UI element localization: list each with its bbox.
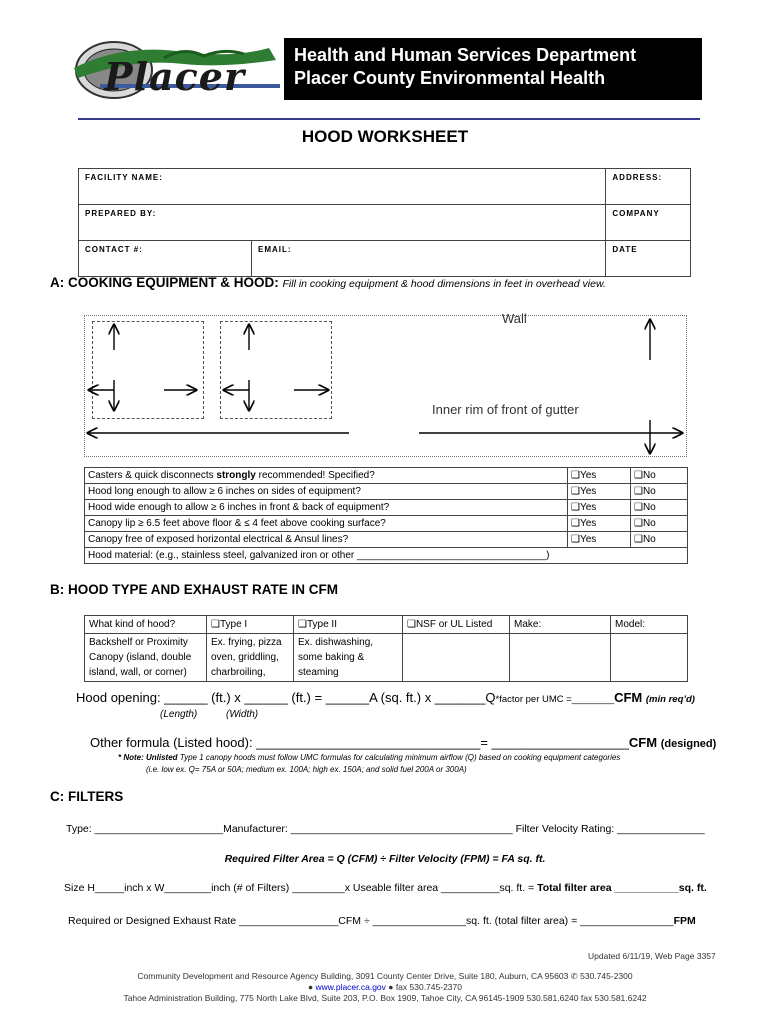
checklist-row: [85, 548, 688, 564]
section-a-note: Fill in cooking equipment & hood dimensions in feet in overhead view.: [282, 278, 606, 290]
facility-name-field[interactable]: FACILITY NAME:: [79, 169, 606, 205]
nsf-cell: [403, 634, 510, 682]
hood-type-table: [84, 615, 688, 682]
no-checkbox[interactable]: ❑No: [631, 516, 688, 532]
dimension-arrows: [84, 315, 687, 457]
company-field[interactable]: COMPANY: [606, 205, 691, 241]
updated-note: Updated 6/11/19, Web Page 3357: [588, 951, 716, 961]
footer-web: [0, 982, 770, 992]
page-title: HOOD WORKSHEET: [301, 127, 469, 146]
checklist-question: Canopy free of exposed horizontal electrical & Ansul lines?: [85, 532, 568, 548]
other-formula[interactable]: Other formula (Listed hood): _______________________________= ___________________CFM (designed): [90, 735, 717, 750]
email-field[interactable]: EMAIL:: [252, 241, 606, 277]
hood-material-field[interactable]: Hood material: (e.g., stainless steel, galvanized iron or other __________________________________): [85, 548, 688, 564]
section-a-heading: [50, 275, 606, 290]
required-filter-formula: Required Filter Area = Q (CFM) ÷ Filter Velocity (FPM) = FA sq. ft.: [224, 853, 546, 865]
hood-kind-desc: Backshelf or Proximity Canopy (island, double island, wall, or corner): [85, 634, 207, 682]
bullet-icon: ●: [388, 982, 394, 992]
checklist-row: [85, 500, 688, 516]
footer-fax: fax 530.745-2370: [395, 982, 462, 992]
nsf-ul-checkbox[interactable]: ❑NSF or UL Listed: [403, 616, 510, 634]
model-field[interactable]: Model:: [611, 616, 688, 634]
facility-info-table: [78, 168, 691, 277]
division-name: Placer County Environmental Health: [294, 68, 606, 88]
placer-wordmark: Placer: [104, 54, 245, 99]
footer-address-auburn: Community Development and Resource Agency Building, 3091 County Center Drive, Suite 180, Auburn, CA 95603 ✆ 530.745-2300: [137, 971, 633, 981]
no-checkbox[interactable]: ❑No: [631, 484, 688, 500]
header-divider: [78, 118, 700, 120]
wall-label: Wall: [502, 311, 527, 326]
filter-size-line[interactable]: Size H_____inch x W________inch (# of Filters) _________x Useable filter area __________sq. ft. = Total filter area ___________sq. ft.: [64, 882, 707, 894]
model-cell[interactable]: [611, 634, 688, 682]
section-c-heading: C: FILTERS: [50, 789, 124, 804]
footer-address-tahoe: Tahoe Administration Building, 775 North Lake Blvd, Suite 203, P.O. Box 1909, Tahoe City, CA 96145-1909 530.581.6240 fax 530.581.6242: [123, 993, 647, 1003]
type1-checkbox[interactable]: ❑Type I: [207, 616, 294, 634]
department-banner: [284, 38, 702, 100]
checklist-row: [85, 532, 688, 548]
yes-checkbox[interactable]: ❑Yes: [568, 516, 631, 532]
unlisted-note-examples: (i.e. low ex. Q= 75A or 50A; medium ex. 100A; high ex. 150A; and solid fuel 200A or 300A): [146, 765, 467, 774]
bullet-icon: ●: [308, 982, 314, 992]
checklist-row: [85, 516, 688, 532]
exhaust-rate-line[interactable]: Required or Designed Exhaust Rate _________________CFM ÷ ________________sq. ft. (total filter area) = ________________FPM: [68, 915, 696, 927]
address-field[interactable]: ADDRESS:: [606, 169, 691, 205]
hood-kind-header: What kind of hood?: [85, 616, 207, 634]
length-label: (Length): [160, 709, 198, 720]
prepared-by-field[interactable]: PREPARED BY:: [79, 205, 606, 241]
no-checkbox[interactable]: ❑No: [631, 500, 688, 516]
width-label: (Width): [226, 709, 259, 720]
checklist-row: [85, 468, 688, 484]
yes-checkbox[interactable]: ❑Yes: [568, 532, 631, 548]
checklist-question: Hood wide enough to allow ≥ 6 inches in front & back of equipment?: [85, 500, 568, 516]
date-field[interactable]: DATE: [606, 241, 691, 277]
yes-checkbox[interactable]: ❑Yes: [568, 484, 631, 500]
hood-opening-formula[interactable]: Hood opening: ______ (ft.) x ______ (ft.) = ______A (sq. ft.) x _______Q*factor per UMC =________CFM (min req’d): [76, 690, 695, 705]
type2-desc: Ex. dishwashing, some baking & steaming: [294, 634, 403, 682]
type1-desc: Ex. frying, pizza oven, griddling, charbroiling,: [207, 634, 294, 682]
section-b-heading: B: HOOD TYPE AND EXHAUST RATE IN CFM: [50, 582, 339, 597]
contact-field[interactable]: CONTACT #:: [79, 241, 252, 277]
make-cell[interactable]: [510, 634, 611, 682]
website-link[interactable]: www.placer.ca.gov: [315, 982, 386, 992]
type2-checkbox[interactable]: ❑Type II: [294, 616, 403, 634]
yes-checkbox[interactable]: ❑Yes: [568, 500, 631, 516]
gutter-label: Inner rim of front of gutter: [432, 402, 579, 417]
yes-checkbox[interactable]: ❑Yes: [568, 468, 631, 484]
no-checkbox[interactable]: ❑No: [631, 468, 688, 484]
department-name: Health and Human Services Department: [294, 45, 637, 65]
unlisted-note: * Note: Unlisted Type 1 canopy hoods must follow UMC formulas for calculating minimum airflow (Q) based on cooking equipment categories: [118, 753, 621, 762]
filter-type-line[interactable]: Type: ______________________Manufacturer: ______________________________________ Filter Velocity Rating: _______________: [66, 823, 705, 835]
make-field[interactable]: Make:: [510, 616, 611, 634]
checklist-row: [85, 484, 688, 500]
checklist-question: Hood long enough to allow ≥ 6 inches on sides of equipment?: [85, 484, 568, 500]
section-a-title: A: COOKING EQUIPMENT & HOOD:: [50, 275, 279, 290]
hood-checklist: [84, 467, 688, 564]
no-checkbox[interactable]: ❑No: [631, 532, 688, 548]
checklist-question: Casters & quick disconnects strongly recommended! Specified?: [85, 468, 568, 484]
checklist-question: Canopy lip ≥ 6.5 feet above floor & ≤ 4 feet above cooking surface?: [85, 516, 568, 532]
